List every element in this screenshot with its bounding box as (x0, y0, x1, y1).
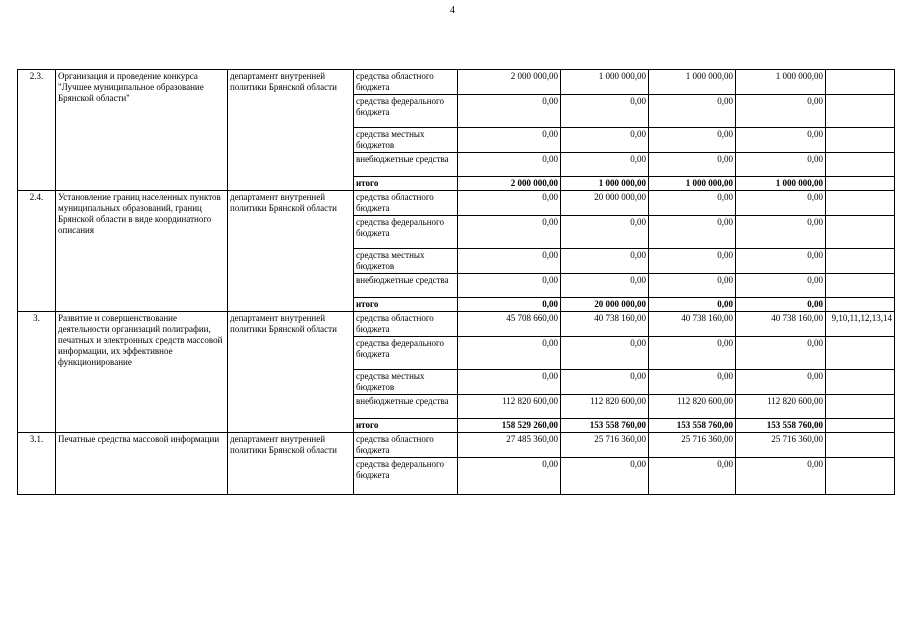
amount-cell: 25 716 360,00 (736, 433, 826, 458)
section-number: 2.4. (18, 191, 56, 312)
amount-cell: 153 558 760,00 (649, 419, 736, 433)
funding-source: средства федерального бюджета (354, 95, 458, 128)
indicator-refs (826, 95, 895, 128)
table-row (18, 70, 895, 95)
amount-cell: 25 716 360,00 (561, 433, 649, 458)
indicator-refs (826, 433, 895, 458)
amount-cell: 112 820 600,00 (458, 395, 561, 419)
amount-cell: 158 529 260,00 (458, 419, 561, 433)
amount-cell: 0,00 (649, 458, 736, 495)
amount-cell: 0,00 (736, 128, 826, 153)
amount-cell: 0,00 (649, 216, 736, 249)
amount-cell: 20 000 000,00 (561, 298, 649, 312)
amount-cell: 0,00 (649, 249, 736, 274)
responsible-department: департамент внутренней политики Брянской области (228, 70, 354, 191)
indicator-refs (826, 298, 895, 312)
indicator-refs (826, 370, 895, 395)
amount-cell: 27 485 360,00 (458, 433, 561, 458)
section-name: Развитие и совершенствование деятельности организаций полиграфии, печатных и электронных средств массовой информации, их эффективное функционирование (56, 312, 228, 433)
amount-cell: 1 000 000,00 (649, 70, 736, 95)
budget-table (17, 69, 895, 495)
funding-source: внебюджетные средства (354, 153, 458, 177)
amount-cell: 40 738 160,00 (736, 312, 826, 337)
amount-cell: 0,00 (736, 191, 826, 216)
amount-cell: 0,00 (561, 458, 649, 495)
funding-source: средства федерального бюджета (354, 216, 458, 249)
amount-cell: 0,00 (458, 191, 561, 216)
amount-cell: 0,00 (561, 337, 649, 370)
amount-cell: 1 000 000,00 (649, 177, 736, 191)
section-number: 3. (18, 312, 56, 433)
amount-cell: 0,00 (649, 370, 736, 395)
amount-cell: 40 738 160,00 (561, 312, 649, 337)
indicator-refs (826, 70, 895, 95)
amount-cell: 40 738 160,00 (649, 312, 736, 337)
funding-source: средства областного бюджета (354, 433, 458, 458)
amount-cell: 0,00 (736, 274, 826, 298)
amount-cell: 0,00 (649, 298, 736, 312)
amount-cell: 0,00 (458, 370, 561, 395)
funding-source: средства федерального бюджета (354, 337, 458, 370)
amount-cell: 0,00 (458, 153, 561, 177)
funding-source: средства местных бюджетов (354, 370, 458, 395)
amount-cell: 0,00 (458, 298, 561, 312)
amount-cell: 0,00 (736, 95, 826, 128)
responsible-department: департамент внутренней политики Брянской области (228, 433, 354, 495)
section-number: 2.3. (18, 70, 56, 191)
amount-cell: 0,00 (736, 216, 826, 249)
responsible-department: департамент внутренней политики Брянской области (228, 191, 354, 312)
indicator-refs (826, 128, 895, 153)
amount-cell: 0,00 (458, 274, 561, 298)
amount-cell: 153 558 760,00 (561, 419, 649, 433)
amount-cell: 0,00 (649, 95, 736, 128)
amount-cell: 0,00 (736, 458, 826, 495)
table-row (18, 191, 895, 216)
funding-source: средства местных бюджетов (354, 249, 458, 274)
amount-cell: 0,00 (458, 337, 561, 370)
indicator-refs (826, 153, 895, 177)
amount-cell: 0,00 (561, 274, 649, 298)
funding-source: внебюджетные средства (354, 274, 458, 298)
amount-cell: 2 000 000,00 (458, 70, 561, 95)
indicator-refs (826, 458, 895, 495)
amount-cell: 0,00 (649, 274, 736, 298)
section-name: Печатные средства массовой информации (56, 433, 228, 495)
funding-source: средства областного бюджета (354, 70, 458, 95)
funding-source: средства местных бюджетов (354, 128, 458, 153)
table-row (18, 433, 895, 458)
amount-cell: 1 000 000,00 (736, 70, 826, 95)
responsible-department: департамент внутренней политики Брянской области (228, 312, 354, 433)
amount-cell: 112 820 600,00 (736, 395, 826, 419)
amount-cell: 0,00 (649, 128, 736, 153)
amount-cell: 1 000 000,00 (561, 177, 649, 191)
funding-source: итого (354, 177, 458, 191)
indicator-refs (826, 249, 895, 274)
indicator-refs (826, 395, 895, 419)
amount-cell: 25 716 360,00 (649, 433, 736, 458)
amount-cell: 0,00 (736, 370, 826, 395)
amount-cell: 0,00 (561, 370, 649, 395)
amount-cell: 45 708 660,00 (458, 312, 561, 337)
amount-cell: 0,00 (458, 128, 561, 153)
funding-source: средства областного бюджета (354, 191, 458, 216)
funding-source: итого (354, 419, 458, 433)
section-name: Организация и проведение конкурса "Лучшее муниципальное образование Брянской области" (56, 70, 228, 191)
amount-cell: 0,00 (561, 95, 649, 128)
amount-cell: 112 820 600,00 (649, 395, 736, 419)
table-row (18, 312, 895, 337)
indicator-refs (826, 419, 895, 433)
amount-cell: 20 000 000,00 (561, 191, 649, 216)
amount-cell: 0,00 (458, 95, 561, 128)
amount-cell: 1 000 000,00 (561, 70, 649, 95)
funding-source: внебюджетные средства (354, 395, 458, 419)
amount-cell: 0,00 (649, 153, 736, 177)
funding-source: средства федерального бюджета (354, 458, 458, 495)
indicator-refs (826, 191, 895, 216)
indicator-refs: 9,10,11,12,13,14 (826, 312, 895, 337)
indicator-refs (826, 274, 895, 298)
indicator-refs (826, 337, 895, 370)
amount-cell: 0,00 (649, 191, 736, 216)
amount-cell: 2 000 000,00 (458, 177, 561, 191)
section-number: 3.1. (18, 433, 56, 495)
amount-cell: 153 558 760,00 (736, 419, 826, 433)
amount-cell: 0,00 (561, 153, 649, 177)
funding-source: средства областного бюджета (354, 312, 458, 337)
indicator-refs (826, 177, 895, 191)
amount-cell: 0,00 (736, 298, 826, 312)
amount-cell: 0,00 (736, 337, 826, 370)
page-number: 4 (450, 5, 455, 16)
section-name: Установление границ населенных пунктов муниципальных образований, границ Брянской области в виде координатного описания (56, 191, 228, 312)
indicator-refs (826, 216, 895, 249)
amount-cell: 1 000 000,00 (736, 177, 826, 191)
amount-cell: 0,00 (736, 249, 826, 274)
funding-source: итого (354, 298, 458, 312)
amount-cell: 0,00 (458, 216, 561, 249)
amount-cell: 0,00 (458, 458, 561, 495)
amount-cell: 112 820 600,00 (561, 395, 649, 419)
amount-cell: 0,00 (736, 153, 826, 177)
amount-cell: 0,00 (561, 216, 649, 249)
amount-cell: 0,00 (458, 249, 561, 274)
amount-cell: 0,00 (561, 249, 649, 274)
amount-cell: 0,00 (649, 337, 736, 370)
amount-cell: 0,00 (561, 128, 649, 153)
